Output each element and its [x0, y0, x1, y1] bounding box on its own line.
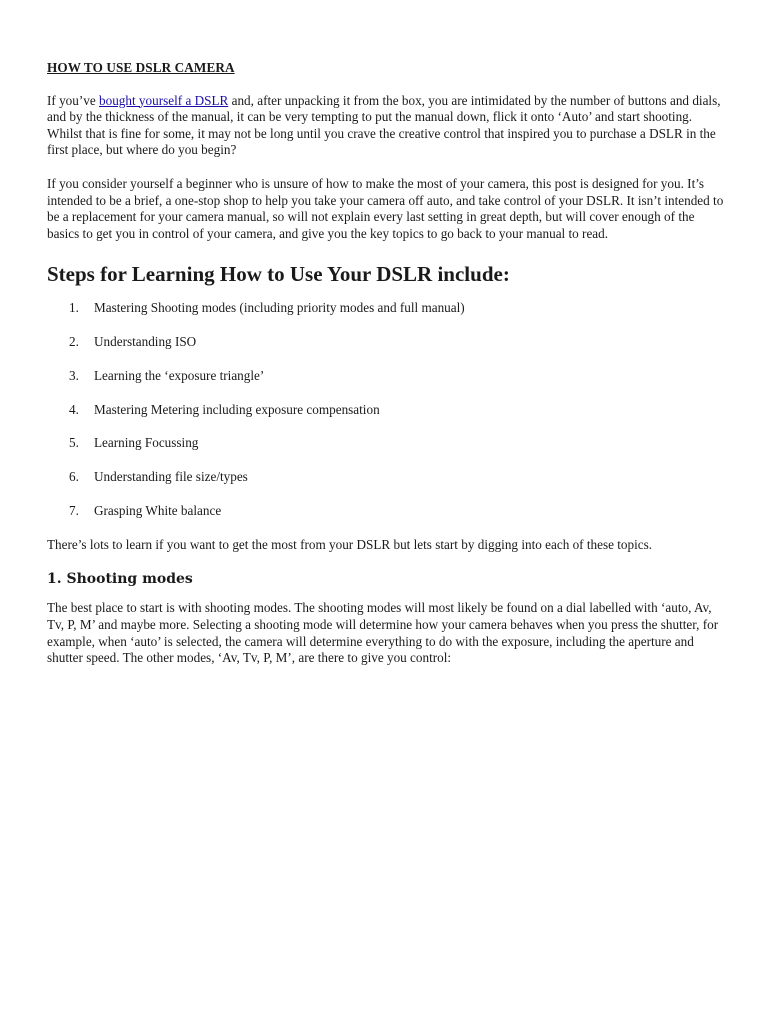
list-item-text: Grasping White balance — [94, 503, 222, 519]
list-item-text: Understanding ISO — [94, 334, 197, 350]
list-item-text: Learning Focussing — [94, 435, 199, 451]
list-item-text: Learning the ‘exposure triangle’ — [94, 367, 265, 383]
list-item-number: 2. — [69, 334, 79, 350]
list-item — [47, 435, 727, 452]
list-item-text: Mastering Metering including exposure compensation — [94, 401, 380, 417]
list-item-number: 1. — [69, 300, 79, 316]
list-item-number: 6. — [69, 469, 79, 485]
list-item-number: 4. — [69, 401, 79, 417]
beginner-paragraph: If you consider yourself a beginner who is unsure of how to make the most of your camera, this post is designed for you. It’s intended to be a brief, a one-stop shop to help you take your camera off auto, and take control of your DSLR. It isn’t intended to be a replacement for your camera manual, so will not explain every last setting in great depth, but will cover enough of the basics to get you in control of your camera, and give you the key topics to go back to your manual to read. — [47, 175, 724, 241]
intro-text-before-link: If you’ve — [47, 92, 99, 108]
list-item-number: 3. — [69, 367, 79, 383]
list-item — [47, 503, 727, 520]
document-title: HOW TO USE DSLR CAMERA — [47, 60, 235, 75]
list-item — [47, 469, 727, 486]
intro-paragraph — [47, 93, 727, 159]
shooting-modes-paragraph: The best place to start is with shooting modes. The shooting modes will most likely be found on a dial labelled with ‘auto, Av, Tv, P, M’ and maybe more. Selecting a shooting mode will determine how your camera behaves when you press the shutter, for example, when ‘auto’ is selected, the camera will determine everything to do with the exposure, including the aperture and shutter speed. The other modes, ‘Av, Tv, P, M’, are there to give you control: — [47, 600, 719, 666]
steps-heading: Steps for Learning How to Use Your DSLR include: — [47, 262, 510, 287]
list-item-text: Mastering Shooting modes (including priority modes and full manual) — [94, 300, 465, 316]
shooting-modes-heading: 1. Shooting modes — [47, 571, 193, 588]
intro-text-after-link: and, after unpacking it from the box, you are intimidated by the number of buttons and dials, and by the thickness of the manual, it can be very tempting to put the manual down, flick it onto ‘Auto’ and start shooting. Whilst that is fine for some, it may not be long until you crave the creative control that inspired you to purchase a DSLR in the first place, but where do you begin? — [47, 92, 721, 158]
list-item-text: Understanding file size/types — [94, 469, 248, 485]
bought-dslr-link[interactable]: bought yourself a DSLR — [99, 92, 229, 108]
document-page — [47, 60, 727, 667]
list-item — [47, 334, 727, 351]
list-item — [47, 300, 727, 317]
list-item — [47, 368, 727, 385]
list-item-number: 7. — [69, 503, 79, 519]
steps-list — [47, 300, 727, 519]
list-item-number: 5. — [69, 435, 79, 451]
list-item — [47, 402, 727, 419]
topics-paragraph: There’s lots to learn if you want to get the most from your DSLR but lets start by digging into each of these topics. — [47, 536, 653, 552]
